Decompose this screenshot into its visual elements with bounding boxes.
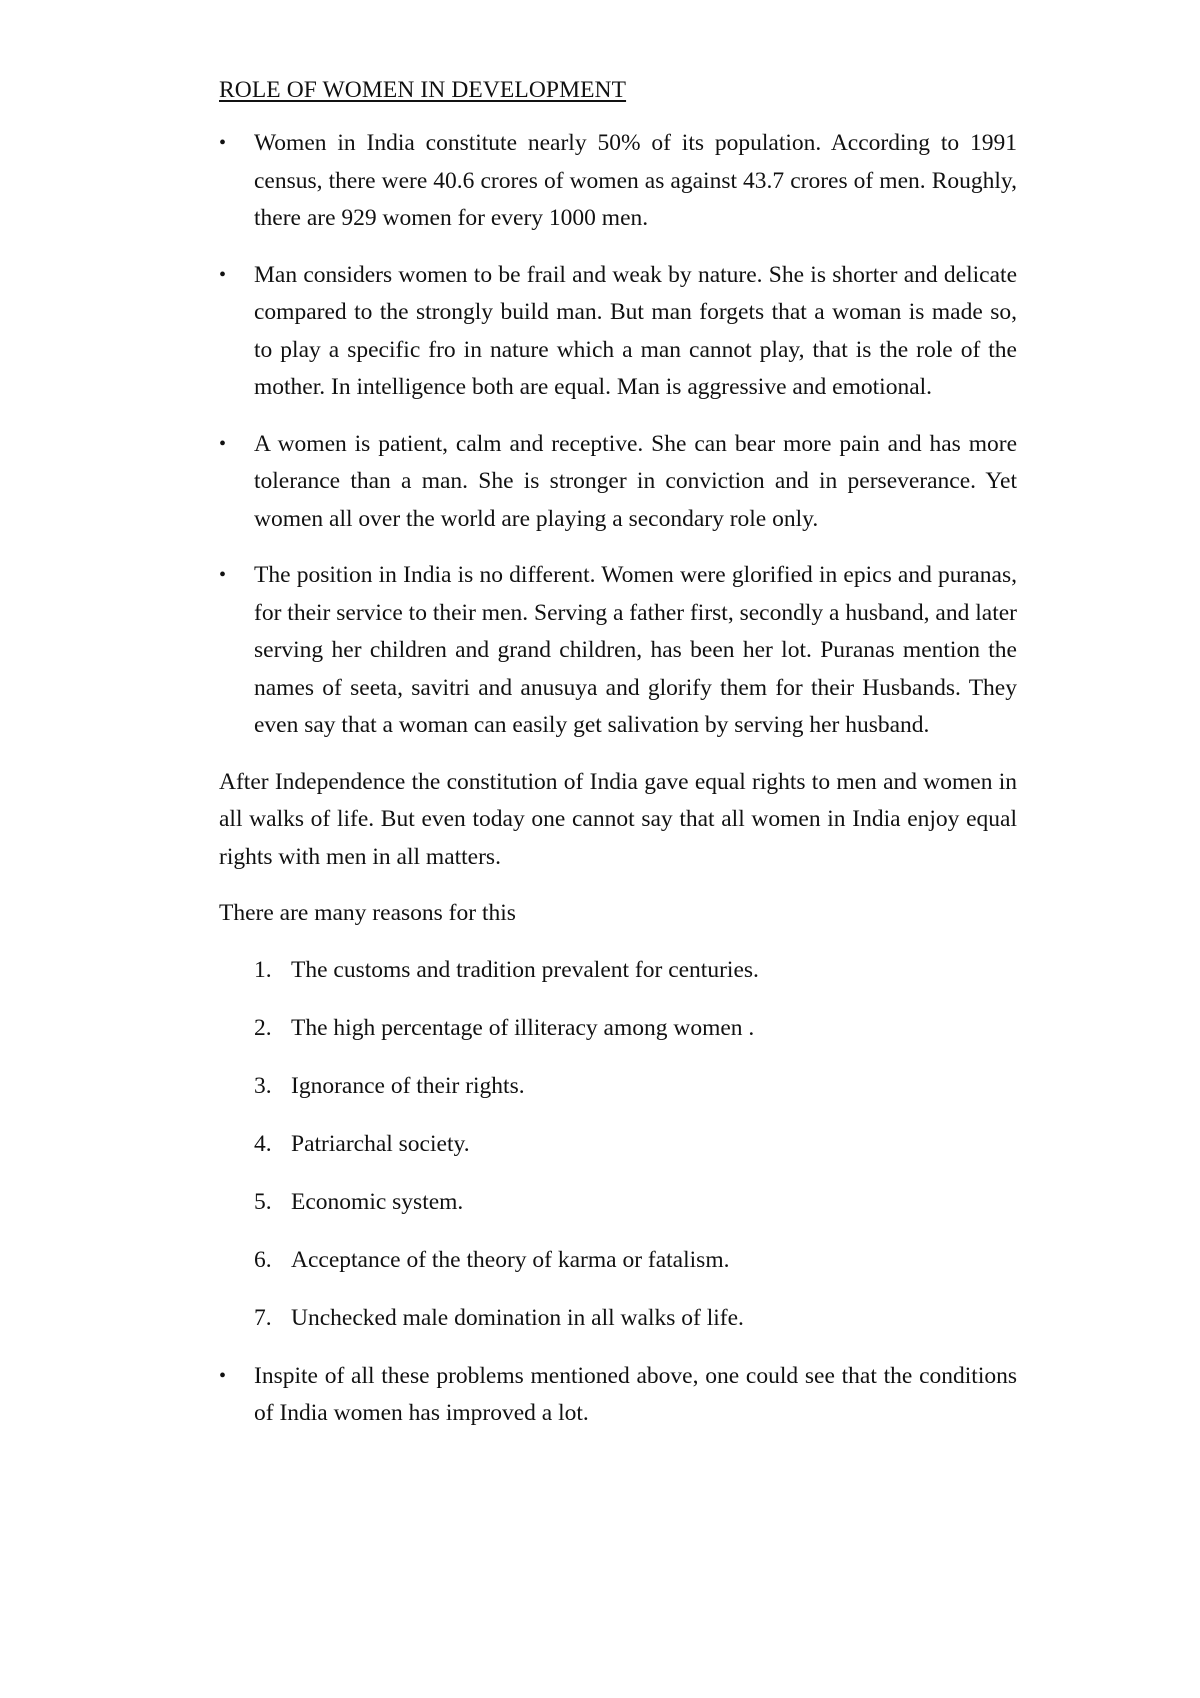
reason-item <box>219 952 1017 990</box>
bullet-text: Man considers women to be frail and weak by nature. She is shorter and delicate compared to the strongly build man. But man forgets that a woman is made so, to play a specific fro in nature which a man cannot play, that is the role of the mother. In intelligence both are equal. Man is aggressive and emotional. <box>254 261 1017 400</box>
bullet-icon: • <box>219 263 227 286</box>
bullet-item <box>219 257 1017 407</box>
reason-text: Ignorance of their rights. <box>291 1072 525 1099</box>
bullet-icon: • <box>219 1364 227 1387</box>
document-body <box>219 72 1017 1452</box>
reason-item <box>219 1300 1017 1338</box>
bullet-text: A women is patient, calm and receptive. She can bear more pain and has more tolerance than a man. She is stronger in conviction and in perseverance. Yet women all over the world are playing a secondary role only. <box>254 430 1017 532</box>
reason-text: Unchecked male domination in all walks of life. <box>291 1304 744 1331</box>
bullet-icon: • <box>219 564 227 586</box>
reason-item <box>219 1242 1017 1280</box>
closing-bullet-list <box>219 1358 1017 1433</box>
bullet-item <box>219 557 1017 745</box>
bullet-text: Women in India constitute nearly 50% of its population. According to 1991 census, there were 40.6 crores of women as against 43.7 crores of men. Roughly, there are 929 women for every 1000 men. <box>254 130 1017 231</box>
reasons-numbered-list <box>219 952 1017 1338</box>
reason-item <box>219 1126 1017 1164</box>
bullet-item <box>219 125 1017 238</box>
independence-paragraph: After Independence the constitution of India gave equal rights to men and women in all walks of life. But even today one cannot say that all women in India enjoy equal rights with men in all matters. <box>219 768 1017 870</box>
reason-text: The customs and tradition prevalent for centuries. <box>291 956 759 983</box>
reason-number: 1. <box>254 956 272 983</box>
document-title: ROLE OF WOMEN IN DEVELOPMENT <box>219 77 627 103</box>
reasons-intro-paragraph: There are many reasons for this <box>219 900 516 926</box>
reason-text: Acceptance of the theory of karma or fatalism. <box>291 1246 730 1273</box>
bullet-item <box>219 1358 1017 1433</box>
bullet-icon: • <box>219 132 227 154</box>
reason-number: 4. <box>254 1130 272 1157</box>
reason-text: Patriarchal society. <box>291 1130 470 1157</box>
bullet-text: The position in India is no different. Women were glorified in epics and puranas, for their service to their men. Serving a father first, secondly a husband, and later serving her children and grand children, has been her lot. Puranas mention the names of seeta, savitri and anusuya and glorify them for their Husbands. They even say that a woman can easily get salivation by serving her husband. <box>254 562 1017 738</box>
reason-number: 3. <box>254 1072 272 1099</box>
reason-number: 5. <box>254 1188 272 1215</box>
bullet-icon: • <box>219 432 227 455</box>
bullet-text: Inspite of all these problems mentioned above, one could see that the conditions of India women has improved a lot. <box>254 1362 1017 1426</box>
reason-item <box>219 1184 1017 1222</box>
reason-text: Economic system. <box>291 1188 464 1215</box>
reason-item <box>219 1068 1017 1106</box>
reason-number: 7. <box>254 1304 272 1331</box>
bullet-item <box>219 426 1017 539</box>
reason-text: The high percentage of illiteracy among women . <box>291 1014 755 1041</box>
reason-item <box>219 1010 1017 1048</box>
reason-number: 6. <box>254 1246 272 1273</box>
reason-number: 2. <box>254 1014 272 1041</box>
intro-bullet-list <box>219 125 1017 745</box>
